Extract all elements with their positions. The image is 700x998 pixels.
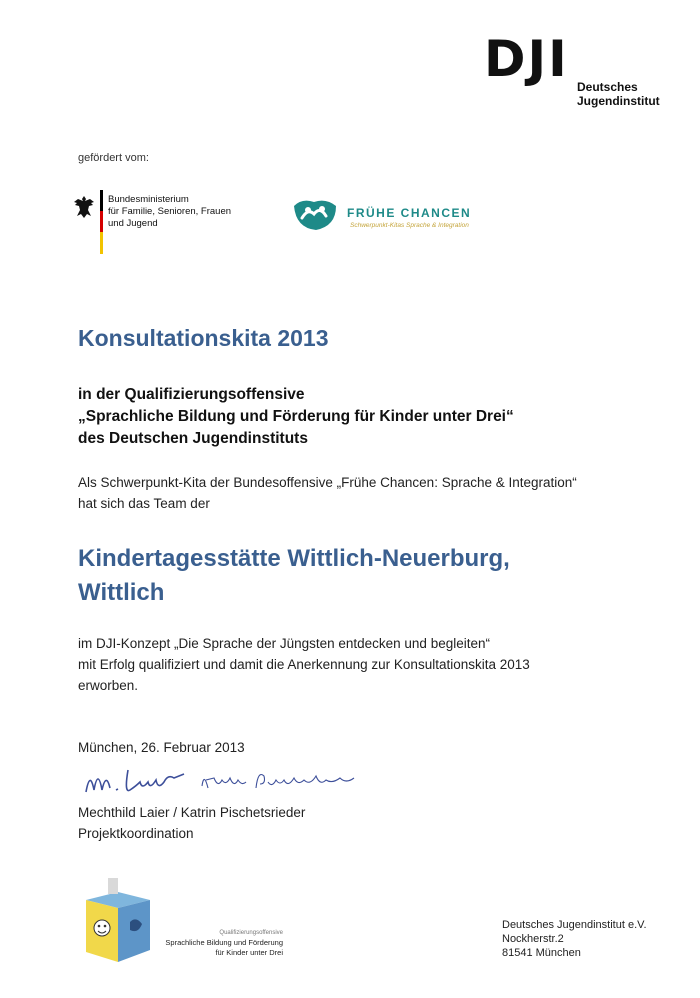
- dji-logo-name: Deutsches Jugendinstitut: [577, 80, 660, 108]
- dji-logo-mark: DJI: [484, 30, 569, 88]
- qualification-line: in der Qualifizierungsoffensive: [78, 386, 305, 403]
- program-logo: [78, 870, 288, 966]
- program-logo-text: Qualifizierungsoffensive Sprachliche Bildung und Förderung für Kinder unter Drei: [165, 930, 283, 957]
- kita-name: Kindertagesstätte Wittlich-Neuerburg, Wittlich: [78, 545, 510, 606]
- signer-role: Projektkoordination: [78, 826, 194, 841]
- qualification-line: „Sprachliche Bildung und Förderung für Kinder unter Drei“: [78, 408, 514, 425]
- ministry-logo: [72, 190, 262, 254]
- fruehe-chancen-subtitle: Schwerpunkt-Kitas Sprache & Integration: [350, 222, 469, 229]
- fruehe-chancen-logo: [292, 198, 512, 238]
- handwritten-signature: [84, 764, 374, 798]
- funded-by-label: gefördert vom:: [78, 152, 149, 164]
- qualification-line: des Deutschen Jugendinstituts: [78, 430, 308, 447]
- certificate-title: Konsultationskita 2013: [78, 325, 329, 351]
- eagle-icon: [72, 194, 96, 220]
- institute-address: Deutsches Jugendinstitut e.V. Nockherstr.2 81541 München: [502, 919, 647, 959]
- issue-date: München, 26. Februar 2013: [78, 740, 245, 755]
- fruehe-chancen-title: FRÜHE CHANCEN: [347, 206, 472, 220]
- ministry-name: Bundesministerium für Familie, Senioren, Frauen und Jugend: [108, 194, 232, 229]
- german-flag-bar: [100, 190, 103, 254]
- signer-names: Mechthild Laier / Katrin Pischetsrieder: [78, 805, 306, 820]
- intro-text: Als Schwerpunkt-Kita der Bundesoffensive „Frühe Chancen: Sprache & Integration“ hat sich das Team der: [78, 475, 577, 511]
- qualification-block: [78, 384, 514, 450]
- concept-text: im DJI-Konzept „Die Sprache der Jüngsten entdecken und begleiten“ mit Erfolg qualifiziert und damit die Anerkennung zur Konsultationskita 2013 erworben.: [78, 636, 530, 693]
- hands-icon: [292, 198, 338, 232]
- dji-logo: [484, 30, 664, 114]
